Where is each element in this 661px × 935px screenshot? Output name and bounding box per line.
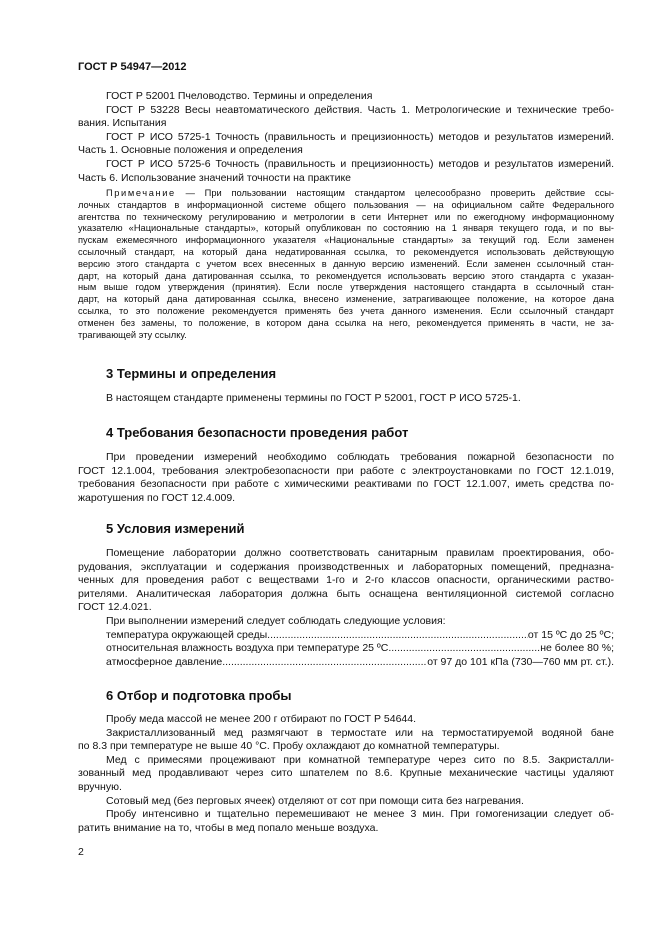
note-label: Примечание [106,188,176,198]
paragraph-line: рителями. Аналитическая лаборатория должна быть оснащена вентиляционной системой согласно [78,587,614,600]
section5-body [78,547,614,669]
note-line: версию этого стандарта с учетом всех внесенных в данную версию изменений. Если заменен ссылочный стан- [78,258,614,269]
note-line: дарт, на который дана датированная ссылка, внесено изменение, затрагивающее положение, на которое дана [78,294,614,305]
paragraph-line: вручную. [78,780,122,793]
leader-dots [388,642,540,656]
condition-value: от 97 до 101 кПа (730—760 мм рт. ст.). [427,655,614,668]
leader-dots [222,656,427,670]
ref-line: вания. Испытания [78,117,167,130]
note-line: ссылка, то это положение рекомендуется применять без учета данного изменения. Если ссылочный стандарт [78,305,614,316]
note-line: лочных стандартов в информационной системе общего пользования — на официальном сайте Федерального [78,199,614,210]
ref-line: Часть 1. Основные положения и определения [78,144,303,157]
ref-line: Часть 6. Использование значений точности на практике [78,171,351,184]
ref-line: ГОСТ Р 52001 Пчеловодство. Термины и определения [106,90,373,102]
paragraph-line: Помещение лаборатории должно соответствовать санитарным правилам проектирования, обо- [106,547,614,559]
document-header: ГОСТ Р 54947—2012 [78,61,187,73]
paragraph-line: ратить внимание на то, чтобы в мед попало меньше воздуха. [78,821,379,834]
section6-body [78,713,614,835]
paragraph-line: Пробу меда массой не менее 200 г отбирают по ГОСТ Р 54644. [106,713,417,725]
section3-body [78,392,614,406]
paragraph-line: ченных для проведения работ с веществами 1-го и 2-го классов опасности, органическими раство- [78,574,614,587]
condition-row [78,656,614,670]
note-line: отменен без замены, то положение, в котором дана ссылка на него, рекомендуется применять в части, не за- [78,317,614,328]
paragraph-line: ГОСТ 12.1.004, требования электробезопасности при работе с электроустановками по ГОСТ 12.1.019, [78,464,614,477]
note-first-rest: — При пользовании настоящим стандартом целесообразно проверить действие ссы- [175,188,614,198]
section-heading: 3 Термины и определения [106,366,277,381]
paragraph-line: При проведении измерений необходимо соблюдать требования пожарной безопасности по [106,451,614,463]
note-line: трагивающей эту ссылку. [78,329,187,340]
paragraph-line: жаротушения по ГОСТ 12.4.009. [78,491,236,504]
condition-label: атмосферное давление [106,655,223,668]
paragraph-line: В настоящем стандарте применены термины по ГОСТ Р 52001, ГОСТ Р ИСО 5725-1. [106,392,521,404]
note-line: ным выше годом утверждения (принятия). Если после утверждения настоящего стандарта в ссылочный стан- [78,282,614,293]
section-heading: 6 Отбор и подготовка пробы [106,688,292,703]
references-block [78,90,614,185]
note-line: пускам ежемесячного информационного указателя «Национальные стандарты» за текущий год. Если заменен [78,235,614,246]
paragraph-line: по 8.3 при температуре не выше 40 °С. Пробу охлаждают до комнатной температуры. [78,740,500,753]
condition-row [78,642,614,656]
section-heading: 4 Требования безопасности проведения работ [106,425,409,440]
condition-value: от 15 ºС до 25 ºС; [527,628,614,641]
note-first-line [78,188,614,200]
section4-body [78,451,614,505]
page-number: 2 [78,846,84,858]
paragraph-line: требования безопасности при работе с химическими реактивами по ГОСТ 12.1.007, иметь средства по- [78,478,614,491]
condition-row [78,629,614,643]
paragraph-line: зованный мед продавливают через сито шпателем по 8.6. Крупные механические частицы удаляют [78,767,614,780]
note-line: указателю «Национальные стандарты», который опубликован по состоянию на 1 января текущего года, и по вы- [78,223,614,234]
note-line: дарт, на который дана датированная ссылка, то рекомендуется использовать версию этого стандарта с указан- [78,270,614,281]
ref-line: ГОСТ Р ИСО 5725-1 Точность (правильность и прецизионность) методов и результатов измерений. [106,130,614,143]
condition-label: относительная влажность воздуха при температуре 25 ºС [106,642,389,655]
condition-value: не более 80 %; [540,642,614,655]
ref-line: ГОСТ Р ИСО 5725-6 Точность (правильность и прецизионность) методов и результатов измерений. [106,157,614,170]
leader-dots [267,629,528,643]
condition-label: температура окружающей среды [106,628,268,641]
section-heading: 5 Условия измерений [106,521,245,536]
ref-line: ГОСТ Р 53228 Весы неавтоматического действия. Часть 1. Метрологические и технические требо- [106,103,614,116]
paragraph-line: ГОСТ 12.4.021. [78,601,152,614]
paragraph-line: Сотовый мед (без перговых ячеек) отделяют от сот при помощи сита без нагревания. [106,794,524,807]
paragraph-line: При выполнении измерений следует соблюдать следующие условия: [106,614,446,627]
paragraph-line: рудования, эксплуатации и содержания производственных и лабораторных помещений, предназна- [78,560,614,573]
paragraph-line: Пробу интенсивно и тщательно перемешивают не менее 3 мин. При гомогенизации следует об- [106,808,614,821]
paragraph-line: Закристаллизованный мед размягчают в термостате или на термостатируемой водяной бане [106,726,614,739]
paragraph-line: Мед с примесями процеживают при комнатной температуре через сито по 8.5. Закристалли- [106,753,614,766]
note-line: агентства по техническому регулированию и метрологии в сети Интернет или по ежегодному информационному [78,211,614,222]
note-block [78,188,614,341]
note-line: ссылочный стандарт, на который дана недатированная ссылка, то рекомендуется использовать действующую [78,246,614,257]
